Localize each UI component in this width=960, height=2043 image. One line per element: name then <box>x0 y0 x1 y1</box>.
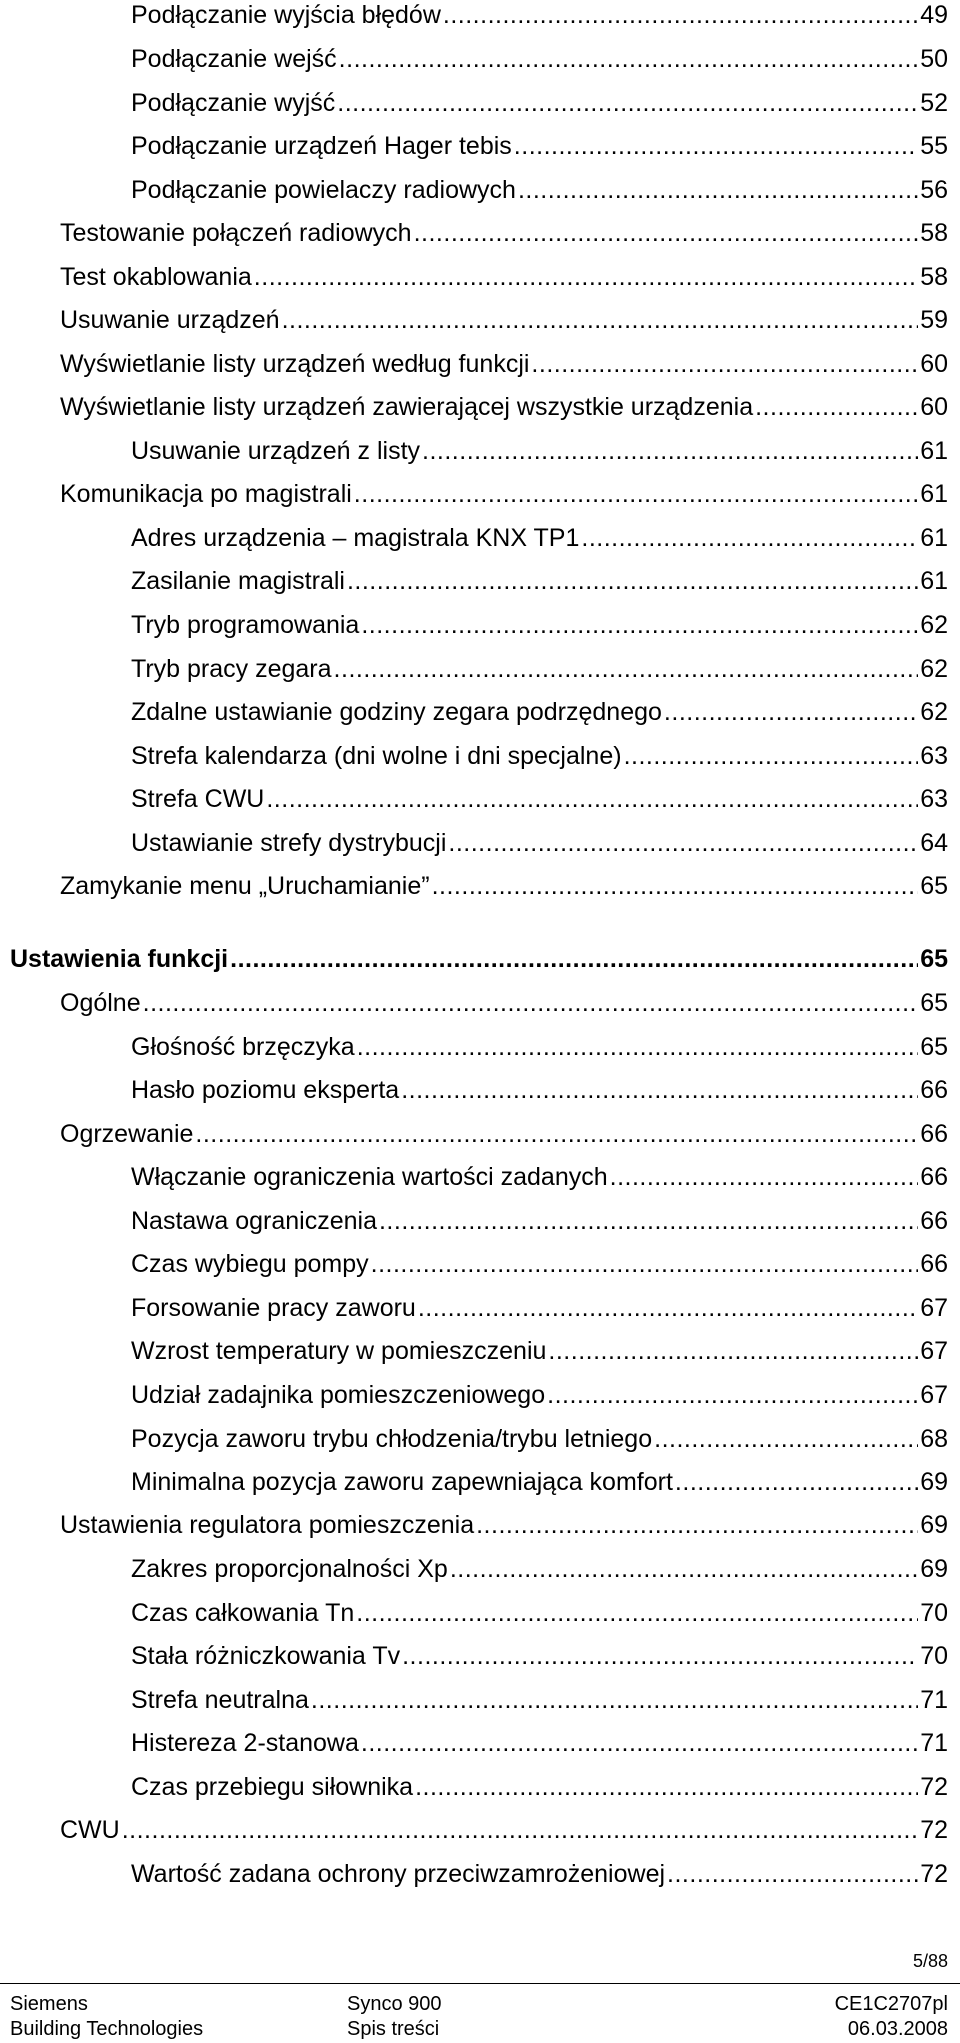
footer-company: Siemens <box>10 1993 88 2015</box>
toc-entry[interactable] <box>60 218 948 248</box>
toc-entry-title: Ustawienia regulatora pomieszczenia <box>60 1511 475 1539</box>
toc-entry-title: Usuwanie urządzeń z listy <box>131 437 421 465</box>
toc-entry-title: Wyświetlanie listy urządzeń według funkcji <box>60 350 530 378</box>
dot-leader <box>476 1510 918 1540</box>
toc-entry-title: Ogólne <box>60 989 141 1017</box>
toc-entry-title: Testowanie połączeń radiowych <box>60 219 412 247</box>
toc-entry-page: 70 <box>920 1642 948 1670</box>
toc-entry-title: Wzrost temperatury w pomieszczeniu <box>131 1337 547 1365</box>
toc-entry-title: Zasilanie magistrali <box>131 567 345 595</box>
toc-entry-title: Podłączanie wejść <box>131 45 337 73</box>
dot-leader <box>371 1249 919 1279</box>
toc-entry-page: 67 <box>920 1381 948 1409</box>
toc-heading[interactable] <box>10 944 948 974</box>
toc-entry[interactable] <box>131 1772 948 1802</box>
toc-entry-page: 56 <box>920 176 948 204</box>
toc-entry[interactable] <box>131 131 948 161</box>
toc-entry[interactable] <box>131 1249 948 1279</box>
page-number: 5/88 <box>912 1951 948 1971</box>
toc-entry[interactable] <box>60 479 948 509</box>
toc-entry-title: Włączanie ograniczenia wartości zadanych <box>131 1163 608 1191</box>
toc-entry-page: 49 <box>920 1 948 29</box>
toc-entry[interactable] <box>131 1554 948 1584</box>
toc-entry-title: Strefa neutralna <box>131 1686 309 1714</box>
toc-entry-title: Podłączanie wyjścia błędów <box>131 1 441 29</box>
toc-entry-page: 68 <box>920 1425 948 1453</box>
toc-entry-title: Ogrzewanie <box>60 1120 194 1148</box>
toc-entry[interactable] <box>131 1206 948 1236</box>
dot-leader <box>143 988 919 1018</box>
footer-date: 06.03.2008 <box>847 2018 948 2040</box>
toc-entry[interactable] <box>60 349 948 379</box>
toc-entry-title: Czas przebiegu siłownika <box>131 1773 414 1801</box>
dot-leader <box>361 1728 918 1758</box>
dot-leader <box>443 0 918 30</box>
toc-entry-page: 60 <box>920 393 948 421</box>
dot-leader <box>514 131 918 161</box>
toc-entry[interactable] <box>131 1032 948 1062</box>
toc-entry[interactable] <box>131 1075 948 1105</box>
toc-entry[interactable] <box>131 741 948 771</box>
toc-entry-title: Forsowanie pracy zaworu <box>131 1294 416 1322</box>
toc-entry-title: Wartość zadana ochrony przeciwzamrożeniowej <box>131 1860 666 1888</box>
toc-entry-title: Tryb programowania <box>131 611 360 639</box>
footer-division: Building Technologies <box>10 2018 204 2040</box>
toc-entry-title: Podłączanie urządzeń Hager tebis <box>131 132 512 160</box>
dot-leader <box>667 1859 918 1889</box>
toc-entry[interactable] <box>60 262 948 292</box>
toc-entry-page: 64 <box>920 829 948 857</box>
toc-entry-page: 69 <box>920 1511 948 1539</box>
toc-entry-page: 61 <box>920 480 948 508</box>
dot-leader <box>339 44 919 74</box>
toc-entry-title: Czas całkowania Tn <box>131 1599 355 1627</box>
toc-entry-title: Stała różniczkowania Tv <box>131 1642 401 1670</box>
toc-entry[interactable] <box>131 1598 948 1628</box>
toc-entry-page: 65 <box>920 989 948 1017</box>
toc-entry-page: 61 <box>920 437 948 465</box>
toc-entry-title: Strefa CWU <box>131 785 265 813</box>
dot-leader <box>422 436 918 466</box>
toc-entry-page: 72 <box>920 1860 948 1888</box>
toc-entry[interactable] <box>131 88 948 118</box>
toc-entry-page: 69 <box>920 1468 948 1496</box>
toc-entry[interactable] <box>131 1380 948 1410</box>
toc-entry[interactable] <box>131 1685 948 1715</box>
toc-entry-page: 66 <box>920 1120 948 1148</box>
dot-leader <box>401 1075 918 1105</box>
dot-leader <box>361 610 918 640</box>
toc-entry[interactable] <box>131 1728 948 1758</box>
toc-entry-page: 61 <box>920 524 948 552</box>
toc-entry-title: Komunikacja po magistrali <box>60 480 352 508</box>
toc-entry-title: Podłączanie wyjść <box>131 89 336 117</box>
toc-entry-page: 66 <box>920 1250 948 1278</box>
toc-entry-page: 72 <box>920 1773 948 1801</box>
toc-entry-page: 71 <box>920 1686 948 1714</box>
toc-entry[interactable] <box>131 610 948 640</box>
toc-entry[interactable] <box>131 1293 948 1323</box>
toc-entry[interactable] <box>131 654 948 684</box>
toc-entry-page: 67 <box>920 1337 948 1365</box>
dot-leader <box>379 1206 918 1236</box>
dot-leader <box>337 88 918 118</box>
dot-leader <box>654 1424 918 1454</box>
toc-entry-page: 66 <box>920 1163 948 1191</box>
dot-leader <box>415 1772 918 1802</box>
toc-entry-title: Zakres proporcjonalności Xp <box>131 1555 448 1583</box>
toc-entry-page: 72 <box>920 1816 948 1844</box>
dot-leader <box>432 871 919 901</box>
toc-entry[interactable] <box>131 44 948 74</box>
dot-leader <box>624 741 919 771</box>
dot-leader <box>755 392 918 422</box>
toc-entry-title: Nastawa ograniczenia <box>131 1207 377 1235</box>
dot-leader <box>418 1293 918 1323</box>
toc-entry[interactable] <box>131 1859 948 1889</box>
dot-leader <box>547 1380 918 1410</box>
toc-entry-page: 67 <box>920 1294 948 1322</box>
dot-leader <box>610 1162 919 1192</box>
toc-entry-page: 65 <box>920 872 948 900</box>
toc-entry-title: Strefa kalendarza (dni wolne i dni specjalne) <box>131 742 622 770</box>
toc-entry-title: Test okablowania <box>60 263 252 291</box>
toc-entry-page: 61 <box>920 567 948 595</box>
toc-entry-page: 66 <box>920 1207 948 1235</box>
toc-entry-page: 65 <box>920 1033 948 1061</box>
dot-leader <box>334 654 919 684</box>
toc-entry-title: Ustawienia funkcji <box>10 945 229 973</box>
footer-section: Spis treści <box>347 2018 440 2040</box>
toc-entry[interactable] <box>60 305 948 335</box>
toc-entry[interactable] <box>131 1424 948 1454</box>
toc-entry-page: 66 <box>920 1076 948 1104</box>
toc-entry[interactable] <box>131 566 948 596</box>
toc-entry-page: 50 <box>920 45 948 73</box>
dot-leader <box>195 1119 918 1149</box>
toc-entry-page: 58 <box>920 219 948 247</box>
toc-entry-page: 62 <box>920 655 948 683</box>
dot-leader <box>356 1598 918 1628</box>
dot-leader <box>531 349 918 379</box>
toc-entry-title: CWU <box>60 1816 120 1844</box>
toc-entry[interactable] <box>131 1336 948 1366</box>
dot-leader <box>347 566 918 596</box>
toc-entry[interactable] <box>131 175 948 205</box>
toc-entry-title: Usuwanie urządzeń <box>60 306 280 334</box>
toc-entry-title: Głośność brzęczyka <box>131 1033 355 1061</box>
toc-entry-title: Zamykanie menu „Uruchamianie” <box>60 872 430 900</box>
toc-entry[interactable] <box>60 392 948 422</box>
toc-entry-title: Podłączanie powielaczy radiowych <box>131 176 516 204</box>
dot-leader <box>357 1032 918 1062</box>
dot-leader <box>230 944 918 974</box>
toc-entry-title: Histereza 2-stanowa <box>131 1729 359 1757</box>
toc-entry-page: 63 <box>920 742 948 770</box>
toc-entry-page: 52 <box>920 89 948 117</box>
toc-entry-title: Minimalna pozycja zaworu zapewniająca komfort <box>131 1468 673 1496</box>
toc-entry-page: 55 <box>920 132 948 160</box>
footer-doc-id: CE1C2707pl <box>834 1993 948 2015</box>
dot-leader <box>548 1336 918 1366</box>
toc-entry[interactable] <box>60 1815 948 1845</box>
toc-entry-title: Czas wybiegu pompy <box>131 1250 369 1278</box>
toc-entry-title: Wyświetlanie listy urządzeń zawierającej wszystkie urządzenia <box>60 393 754 421</box>
footer-product: Synco 900 <box>347 1993 442 2015</box>
dot-leader <box>414 218 919 248</box>
toc-entry-page: 65 <box>920 945 948 973</box>
dot-leader <box>354 479 918 509</box>
toc-entry[interactable] <box>60 871 948 901</box>
toc-entry[interactable] <box>60 1510 948 1540</box>
dot-leader <box>254 262 918 292</box>
toc-entry[interactable] <box>131 523 948 553</box>
toc-entry[interactable] <box>131 828 948 858</box>
toc-entry-page: 59 <box>920 306 948 334</box>
toc-entry[interactable] <box>131 784 948 814</box>
toc-entry-title: Udział zadajnika pomieszczeniowego <box>131 1381 546 1409</box>
toc-entry-title: Adres urządzenia – magistrala KNX TP1 <box>131 524 580 552</box>
dot-leader <box>402 1641 918 1671</box>
toc-entry-page: 69 <box>920 1555 948 1583</box>
toc-entry-page: 62 <box>920 698 948 726</box>
dot-leader <box>664 697 918 727</box>
toc-entry[interactable] <box>131 1162 948 1192</box>
dot-leader <box>581 523 918 553</box>
toc-entry-page: 62 <box>920 611 948 639</box>
toc-entry-title: Hasło poziomu eksperta <box>131 1076 400 1104</box>
toc-entry-page: 60 <box>920 350 948 378</box>
toc-entry[interactable] <box>131 1467 948 1497</box>
footer-divider <box>0 1983 960 1984</box>
toc-entry-page: 70 <box>920 1599 948 1627</box>
dot-leader <box>450 1554 918 1584</box>
toc-entry-page: 58 <box>920 263 948 291</box>
dot-leader <box>122 1815 918 1845</box>
toc-entry-title: Pozycja zaworu trybu chłodzenia/trybu letniego <box>131 1425 653 1453</box>
dot-leader <box>518 175 918 205</box>
toc-entry-title: Zdalne ustawianie godziny zegara podrzędnego <box>131 698 662 726</box>
dot-leader <box>282 305 919 335</box>
toc-entry[interactable] <box>131 1641 948 1671</box>
toc-entry-title: Tryb pracy zegara <box>131 655 332 683</box>
toc-entry[interactable] <box>131 0 948 30</box>
dot-leader <box>675 1467 918 1497</box>
toc-entry-page: 63 <box>920 785 948 813</box>
toc-entry-title: Ustawianie strefy dystrybucji <box>131 829 447 857</box>
dot-leader <box>266 784 918 814</box>
dot-leader <box>311 1685 918 1715</box>
toc-entry-page: 71 <box>920 1729 948 1757</box>
toc-entry[interactable] <box>131 436 948 466</box>
dot-leader <box>448 828 918 858</box>
toc-entry[interactable] <box>131 697 948 727</box>
toc-entry[interactable] <box>60 988 948 1018</box>
toc-entry[interactable] <box>60 1119 948 1149</box>
